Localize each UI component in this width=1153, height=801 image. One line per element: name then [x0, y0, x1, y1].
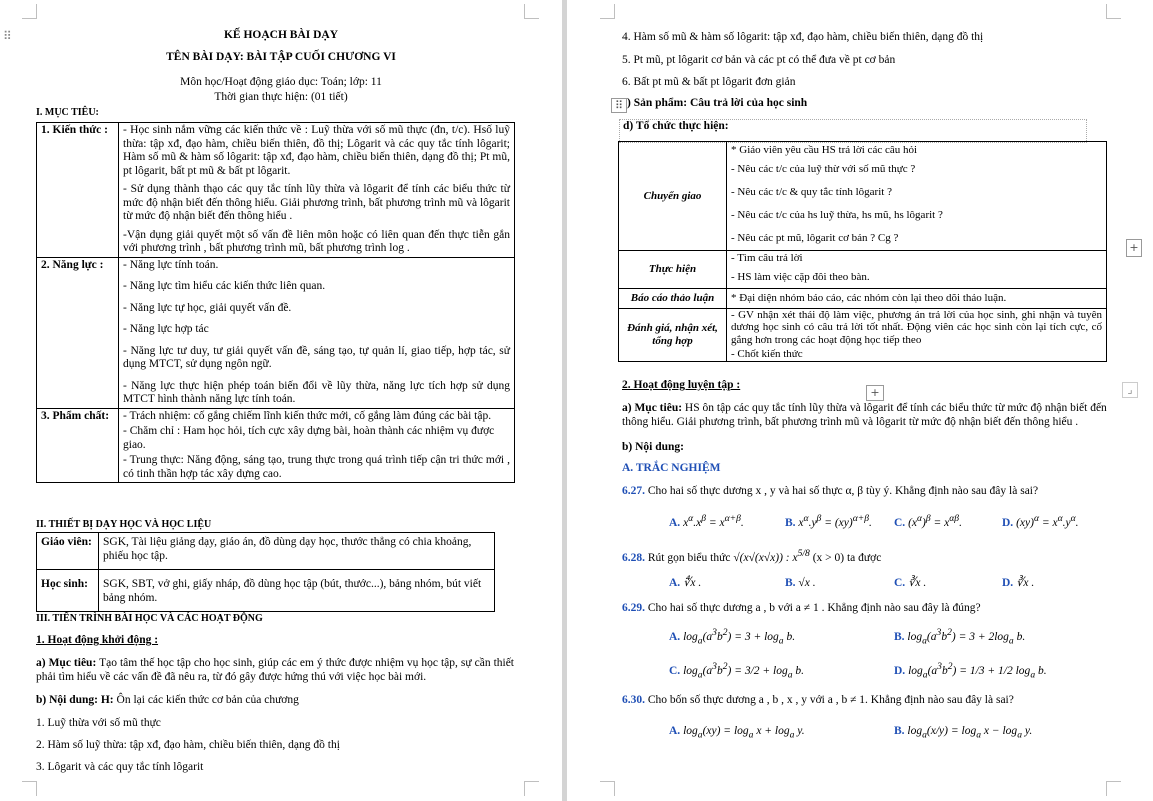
teacher-label: Giáo viên: [37, 533, 99, 570]
objectives-table [36, 122, 515, 483]
option-label: A. [669, 577, 681, 589]
quality-item: - Trách nhiệm: cố gắng chiếm lĩnh kiến thức mới, cố gắng làm đúng các bài tập. [123, 409, 492, 422]
option-row [785, 512, 872, 530]
document-page-left [0, 0, 562, 801]
option-row [1002, 576, 1034, 590]
crop-mark [22, 4, 37, 19]
ability-cell [119, 257, 515, 408]
option-label: B. [785, 577, 796, 589]
crop-mark [600, 4, 615, 19]
drag-handle-icon[interactable]: ⠿ [3, 29, 12, 43]
formula: $x^\alpha.x^\beta = x^{\alpha+\beta}$. [683, 513, 744, 529]
transfer-item: - Nêu các pt mũ, lôgarit cơ bản ? Cg ? [731, 232, 899, 244]
formula: $\log_a(a^3b^2) = 3 + \log_a b$. [683, 627, 796, 647]
option-label: D. [1002, 577, 1014, 589]
list-item: 4. Hàm số mũ & hàm số lôgarit: tập xđ, đạo hàm, chiều biến thiên, dạng đồ thị [622, 31, 984, 43]
question-tail: (x > 0) ta được [812, 551, 882, 564]
question-text: Cho bốn số thực dương a , b , x , y với a , b ≠ 1. Khẳng định nào sau đây là sai? [647, 694, 1014, 706]
section-heading: II. THIẾT BỊ DẠY HỌC VÀ HỌC LIỆU [36, 519, 212, 530]
organization-table [618, 141, 1107, 362]
option-row [894, 576, 926, 590]
option-row [669, 724, 805, 742]
eval-text: - GV nhận xét thái độ làm việc, phương án trả lời của học sinh, ghi nhận và tuyên dương học sinh có câu trả lời tốt nhất. Động viên các học sinh còn lại tích cực, cố gắng hơn trong các hoạt động học tiếp theo [731, 308, 1102, 346]
option-row [894, 512, 962, 530]
do-item: - HS làm việc cặp đôi theo bàn. [731, 271, 870, 283]
transfer-label: Chuyển giao [619, 142, 727, 251]
ability-item: - Năng lực thực hiện phép toán biến đổi về lũy thừa, năng lực tích hợp sử dụng MTCT hình thành năng lực tính toán. [123, 379, 510, 405]
list-item: 2. Hàm số luỹ thừa: tập xđ, đạo hàm, chiều biến thiên, dạng đồ thị [36, 739, 340, 751]
option-row [669, 626, 795, 648]
option-label: A. [669, 725, 681, 737]
question-number: 6.30. [622, 694, 645, 706]
option-row [894, 724, 1032, 742]
question-number: 6.27. [622, 485, 645, 497]
knowledge-cell [119, 123, 515, 258]
crop-mark [524, 4, 539, 19]
goal-label: a) Mục tiêu: [36, 657, 97, 669]
formula: $\log_a(a^3b^2) = 3 + 2\log_a$ b. [907, 627, 1026, 647]
option-row [669, 576, 701, 590]
formula: ∛x . [1016, 577, 1035, 589]
knowledge-text: - Học sinh nắm vững các kiến thức về : Luỹ thừa với số mũ thực (đn, t/c). Hsố luỹ thừa: tập xđ, đạo hàm, chiều biến thiên, đồ thị; Lôgarit và các quy tắc tính lôgarit; Hàm số mũ & hàm số lôgarit: tập xđ, đạo hàm, chiều biến thiên, dạng đồ thị; Pt mũ, pt lôgarit, bất pt mũ & bất pt lôgarit. [123, 124, 510, 177]
transfer-item: - Nêu các t/c & quy tắc tính lôgarit ? [731, 186, 892, 198]
quality-item: - Trung thực: Năng động, sáng tạo, trung thực trong quá trình tiếp cận tri thức mới , có tinh thần hợp tác xây dựng cao. [123, 454, 510, 480]
transfer-cell [727, 142, 1107, 251]
goal-paragraph [36, 656, 514, 684]
knowledge-label: 1. Kiến thức : [37, 123, 119, 258]
eval-text: - Chốt kiến thức [731, 348, 803, 360]
formula: $\log_a(a^3b^2) = 1/3 + 1/2$ $\log_a b$. [908, 661, 1047, 681]
goal-text: HS ôn tập các quy tắc tính lũy thừa và lôgarit để tính các biểu thức từ mức độ nhận biết đến thông hiểu. Giải phương trình, bất phương trình mũ và lôgarit từ mức độ nhận biết đến thông hiểu . [622, 402, 1107, 428]
student-label: Học sinh: [37, 570, 99, 612]
ability-item: - Năng lực tính toán. [123, 258, 219, 271]
do-item: - Tìm câu trả lời [731, 252, 803, 264]
time-line: Thời gian thực hiện: (01 tiết) [214, 91, 348, 103]
document-title: KẾ HOẠCH BÀI DẠY [223, 29, 339, 41]
section-heading: I. MỤC TIÊU: [36, 107, 99, 118]
student-text: SGK, SBT, vở ghi, giấy nháp, đồ dùng học tập (bút, thước...), bảng nhóm, bút viết bảng nhóm. [99, 570, 495, 612]
question-630 [622, 693, 1014, 707]
option-label: D. [1002, 516, 1014, 529]
formula: $\log_a(x/y) = \log_a x - \log_a y$. [907, 725, 1033, 741]
crop-mark [1106, 4, 1121, 19]
goal-paragraph [622, 401, 1110, 429]
formula: √(x√(x√x)) : $x^{5/8}$ [733, 548, 810, 564]
question-629 [622, 601, 981, 615]
option-row [1002, 512, 1079, 530]
eval-cell [727, 308, 1107, 361]
content-label: b) Nội dung: [622, 441, 684, 453]
subject-line: Môn học/Hoạt động giáo dục: Toán; lớp: 11 [180, 76, 382, 88]
formula: ∜x . [683, 577, 702, 589]
content-paragraph [36, 693, 299, 707]
eval-label: Đánh giá, nhận xét, tổng hợp [619, 308, 727, 361]
lesson-title: TÊN BÀI DẠY: BÀI TẬP CUỐI CHƯƠNG VI [166, 51, 396, 63]
report-label: Báo cáo thảo luận [619, 289, 727, 309]
option-label: C. [894, 516, 906, 529]
document-page-right [567, 0, 1153, 801]
list-item: 1. Luỹ thừa với số mũ thực [36, 717, 161, 729]
list-item: 5. Pt mũ, pt lôgarit cơ bản và các pt có thể đưa về pt cơ bản [622, 54, 896, 66]
crop-mark [1106, 781, 1121, 796]
ability-label: 2. Năng lực : [37, 257, 119, 408]
org-heading: d) Tổ chức thực hiện: [623, 120, 729, 132]
teacher-text: SGK, Tài liệu giảng dạy, giáo án, đồ dùng dạy học, thước thẳng có chia khoảng, phiếu học tập. [99, 533, 495, 570]
ability-item: - Năng lực tự học, giải quyết vấn đề. [123, 301, 292, 314]
transfer-item: - Nêu các t/c của hs luỹ thừa, hs mũ, hs lôgarit ? [731, 209, 943, 221]
ability-item: - Năng lực tư duy, tư giải quyết vấn đề, sáng tạo, tự quản lí, giao tiếp, hợp tác, sử dụng MTCT, sử dụng ngôn ngữ. [123, 344, 510, 370]
table-move-handle[interactable]: ⠿ [611, 98, 627, 113]
content-text: Ôn lại các kiến thức cơ bản của chương [116, 694, 299, 706]
quality-item: - Chăm chỉ : Ham học hỏi, tích cực xây dựng bài, hoàn thành các nhiệm vụ được giao. [123, 425, 495, 451]
do-label: Thực hiện [619, 251, 727, 289]
activity-heading: 1. Hoạt động khởi động : [36, 634, 159, 646]
option-label: C. [894, 577, 906, 589]
crop-mark [22, 781, 37, 796]
equipment-table [36, 532, 495, 612]
formula: ∛x . [908, 577, 927, 589]
content-label: b) Nội dung: H: [36, 694, 114, 706]
table-resize-handle[interactable]: ⌟ [1122, 382, 1138, 398]
option-row [669, 660, 804, 682]
quality-cell [119, 408, 515, 483]
option-label: C. [669, 664, 681, 677]
question-text: Rút gọn biểu thức [647, 551, 731, 564]
option-row [894, 660, 1047, 682]
list-item: 6. Bất pt mũ & bất pt lôgarit đơn giản [622, 76, 796, 88]
add-column-button[interactable]: + [1126, 239, 1142, 257]
formula: $(xy)^\alpha = x^\alpha.y^\alpha$. [1016, 513, 1079, 529]
question-number: 6.28. [622, 551, 645, 564]
option-label: D. [894, 664, 906, 677]
question-number: 6.29. [622, 602, 645, 614]
product-line: ) Sản phẩm: Câu trả lời của học sinh [627, 97, 808, 109]
option-label: B. [894, 725, 905, 737]
question-628 [622, 547, 881, 565]
option-row [785, 576, 816, 590]
option-label: B. [894, 630, 905, 643]
question-627 [622, 484, 1038, 498]
question-text: Cho hai số thực dương a , b với a ≠ 1 . Khẳng định nào sau đây là đúng? [647, 602, 981, 614]
section-heading: III. TIẾN TRÌNH BÀI HỌC VÀ CÁC HOẠT ĐỘNG [36, 613, 263, 624]
ability-item: - Năng lực hợp tác [123, 323, 209, 335]
formula: $(x^\alpha)^\beta = x^{\alpha\beta}$. [908, 513, 962, 529]
knowledge-text: -Vận dụng giải quyết một số vấn đề liên môn hoặc có liên quan đến thực tiễn gắn với phương trình , bất phương trình mũ, bất phương trình log . [123, 228, 510, 254]
transfer-item: - Nêu các t/c của luỹ thừ với số mũ thực ? [731, 163, 916, 175]
question-text: Cho hai số thực dương x , y và hai số thực α, β tùy ý. Khẳng định nào sau đây là sai? [647, 485, 1039, 497]
list-item: 3. Lôgarit và các quy tắc tính lôgarit [36, 761, 204, 773]
formula: $\log_a(xy) = \log_a x + \log_a y$. [683, 725, 805, 741]
option-label: B. [785, 516, 796, 529]
goal-label: a) Mục tiêu: [622, 402, 683, 414]
report-text: * Đại diện nhóm báo cáo, các nhóm còn lại theo dõi thảo luận. [727, 289, 1107, 309]
crop-mark [524, 781, 539, 796]
formula: √x . [798, 577, 816, 589]
do-cell [727, 251, 1107, 289]
option-row [894, 626, 1025, 648]
crop-mark [600, 781, 615, 796]
goal-text: Tạo tâm thế học tập cho học sinh, giúp các em ý thức được nhiệm vụ học tập, sự cần thiết phải tìm hiểu về các vấn đề đã nêu ra, từ đó gây được hứng thú với việc học bài mới. [36, 657, 515, 683]
formula: $x^\alpha.y^\beta = (xy)^{\alpha+\beta}$. [798, 513, 872, 529]
transfer-item: * Giáo viên yêu cầu HS trả lời các câu hỏi [731, 144, 918, 156]
activity-heading: 2. Hoạt động luyện tập : [622, 379, 741, 391]
option-label: A. [669, 516, 681, 529]
mc-heading: A. TRẮC NGHIỆM [622, 462, 721, 474]
quality-label: 3. Phẩm chất: [37, 408, 119, 483]
ability-item: - Năng lực tìm hiểu các kiến thức liên quan. [123, 280, 326, 292]
add-row-button[interactable]: + [866, 385, 884, 401]
knowledge-text: - Sử dụng thành thạo các quy tắc tính lũy thừa và lôgarit để tính các biểu thức từ mức độ nhận biết đến thông hiểu. Giải phương trình, bất phương trình mũ và lôgarit từ mức độ nhận biết đến thông hiểu . [123, 183, 510, 222]
formula: $\log_a(a^3b^2) = 3/2 + \log_a b$. [683, 661, 805, 681]
option-row [669, 512, 744, 530]
option-label: A. [669, 630, 681, 643]
